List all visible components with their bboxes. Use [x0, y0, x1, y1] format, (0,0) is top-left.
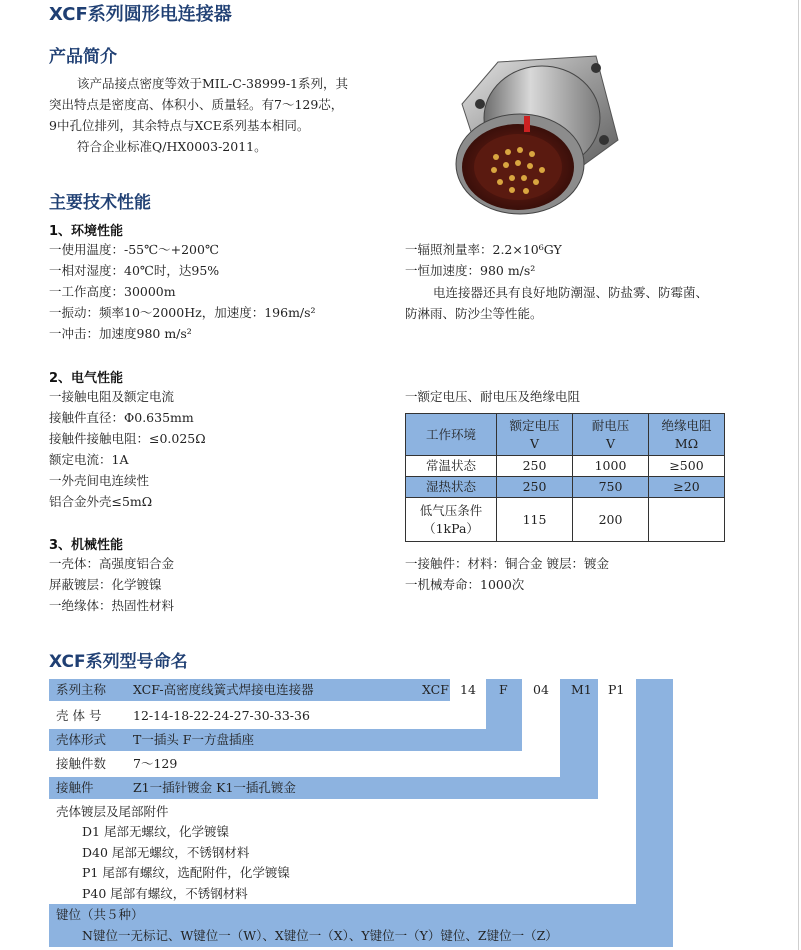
- env-item: 一冲击：加速度980 m/s²: [49, 326, 192, 341]
- table-caption: 一额定电压、耐电压及绝缘电阻: [405, 389, 581, 404]
- table-row: [406, 456, 725, 477]
- intro-line: 突出特点是密度高、体积小、质量轻。有7～129芯，: [49, 97, 344, 112]
- key-value: N键位一无标记、W键位一（W）、X键位一（X）、Y键位一（Y）键位、Z键位一（Z）: [82, 928, 558, 943]
- naming-label: 壳体镀层及尾部附件: [56, 804, 169, 819]
- intro-line: 9中孔位排列，其余特点与XCE系列基本相同。: [49, 118, 310, 133]
- mech-item: 一绝缘体：热固性材料: [49, 598, 175, 613]
- mech-item: 屏蔽镀层：化学镀镍: [49, 577, 162, 592]
- elec-item: 接触件接触电阻：≤0.025Ω: [49, 431, 206, 446]
- plating-item: D40 尾部无螺纹，不锈钢材料: [82, 845, 250, 860]
- plating-item: P1 尾部有螺纹，选配附件，化学镀镍: [82, 865, 290, 880]
- env-item: 一恒加速度：980 m/s²: [405, 263, 536, 278]
- elec-heading: 2、电气性能: [49, 371, 124, 386]
- page-title: XCF系列圆形电连接器: [49, 4, 232, 25]
- env-item: 一辐照剂量率：2.2×10⁶GY: [405, 242, 562, 257]
- table-cell: 200: [573, 498, 649, 542]
- naming-label: 接触件数: [56, 756, 107, 771]
- elec-item: 一接触电阻及额定电流: [49, 389, 175, 404]
- naming-heading: XCF系列型号命名: [49, 652, 188, 672]
- table-cell: 常温状态: [406, 456, 497, 477]
- naming-label: 系列主称: [56, 682, 107, 697]
- env-item: 一相对湿度：40℃时，达95%: [49, 263, 220, 278]
- mech-item: 一机械寿命：1000次: [405, 577, 525, 592]
- performance-heading: 主要技术性能: [49, 193, 151, 213]
- code-contact-type: M1: [571, 682, 592, 697]
- env-heading: 1、环境性能: [49, 224, 124, 239]
- intro-heading: 产品简介: [49, 47, 117, 67]
- code-form: F: [499, 682, 508, 697]
- code-plating: P1: [608, 682, 625, 697]
- table-cell: 250: [497, 456, 573, 477]
- naming-value: 12-14-18-22-24-27-30-33-36: [133, 708, 310, 723]
- key-label: 键位（共５种）: [56, 907, 144, 922]
- naming-value: 7～129: [133, 756, 178, 771]
- table-cell: [649, 498, 725, 542]
- naming-label: 接触件: [56, 780, 94, 795]
- table-header: 绝缘电阻 MΩ: [649, 414, 725, 456]
- naming-value: T一插头 F一方盘插座: [133, 732, 254, 747]
- intro-line: 该产品接点密度等效于MIL-C-38999-1系列，其: [77, 76, 348, 91]
- plating-item: P40 尾部有螺纹，不锈钢材料: [82, 886, 248, 901]
- env-item: 一振动：频率10～2000Hz，加速度：196m/s²: [49, 305, 316, 320]
- table-cell: ≥20: [649, 477, 725, 498]
- env-item: 一工作高度：30000m: [49, 284, 176, 299]
- naming-column: [636, 679, 673, 947]
- code-contacts: 04: [533, 682, 549, 697]
- naming-label: 壳体形式: [56, 732, 107, 747]
- intro-line: 符合企业标准Q/HX0003-2011。: [77, 139, 267, 154]
- connector-photo: [446, 52, 622, 218]
- env-item: 一使用温度：-55℃～+200℃: [49, 242, 219, 257]
- code-series: XCF: [422, 682, 449, 697]
- naming-bar: [49, 729, 522, 751]
- mech-item: 一壳体：高强度铝合金: [49, 556, 175, 571]
- elec-item: 一外壳间电连续性: [49, 473, 150, 488]
- table-row: [406, 477, 725, 498]
- mech-heading: 3、机械性能: [49, 538, 124, 553]
- table-cell: 低气压条件 （1kPa）: [406, 498, 497, 542]
- voltage-table: [405, 413, 725, 542]
- table-header: 工作环境: [406, 414, 497, 456]
- table-header: 额定电压 V: [497, 414, 573, 456]
- elec-item: 铝合金外壳≤5mΩ: [49, 494, 153, 509]
- naming-value: XCF-高密度线簧式焊接电连接器: [133, 682, 314, 697]
- env-item: 防淋雨、防沙尘等性能。: [405, 306, 543, 321]
- mech-item: 一接触件：材料：铜合金 镀层：镀金: [405, 556, 609, 571]
- env-item: 电连接器还具有良好地防潮湿、防盐雾、防霉菌、: [433, 285, 709, 300]
- plating-item: D1 尾部无螺纹，化学镀镍: [82, 824, 229, 839]
- table-cell: 115: [497, 498, 573, 542]
- table-header: 耐电压 V: [573, 414, 649, 456]
- elec-item: 额定电流：1A: [49, 452, 129, 467]
- table-cell: 湿热状态: [406, 477, 497, 498]
- naming-value: Z1一插针镀金 K1一插孔镀金: [133, 780, 296, 795]
- table-row: [406, 498, 725, 542]
- table-cell: ≥500: [649, 456, 725, 477]
- elec-item: 接触件直径：Φ0.635mm: [49, 410, 194, 425]
- naming-bar: [49, 777, 598, 799]
- page-edge: [798, 0, 799, 950]
- table-cell: 750: [573, 477, 649, 498]
- code-shell: 14: [460, 682, 476, 697]
- table-cell: 250: [497, 477, 573, 498]
- table-cell: 1000: [573, 456, 649, 477]
- naming-label: 壳 体 号: [56, 708, 102, 723]
